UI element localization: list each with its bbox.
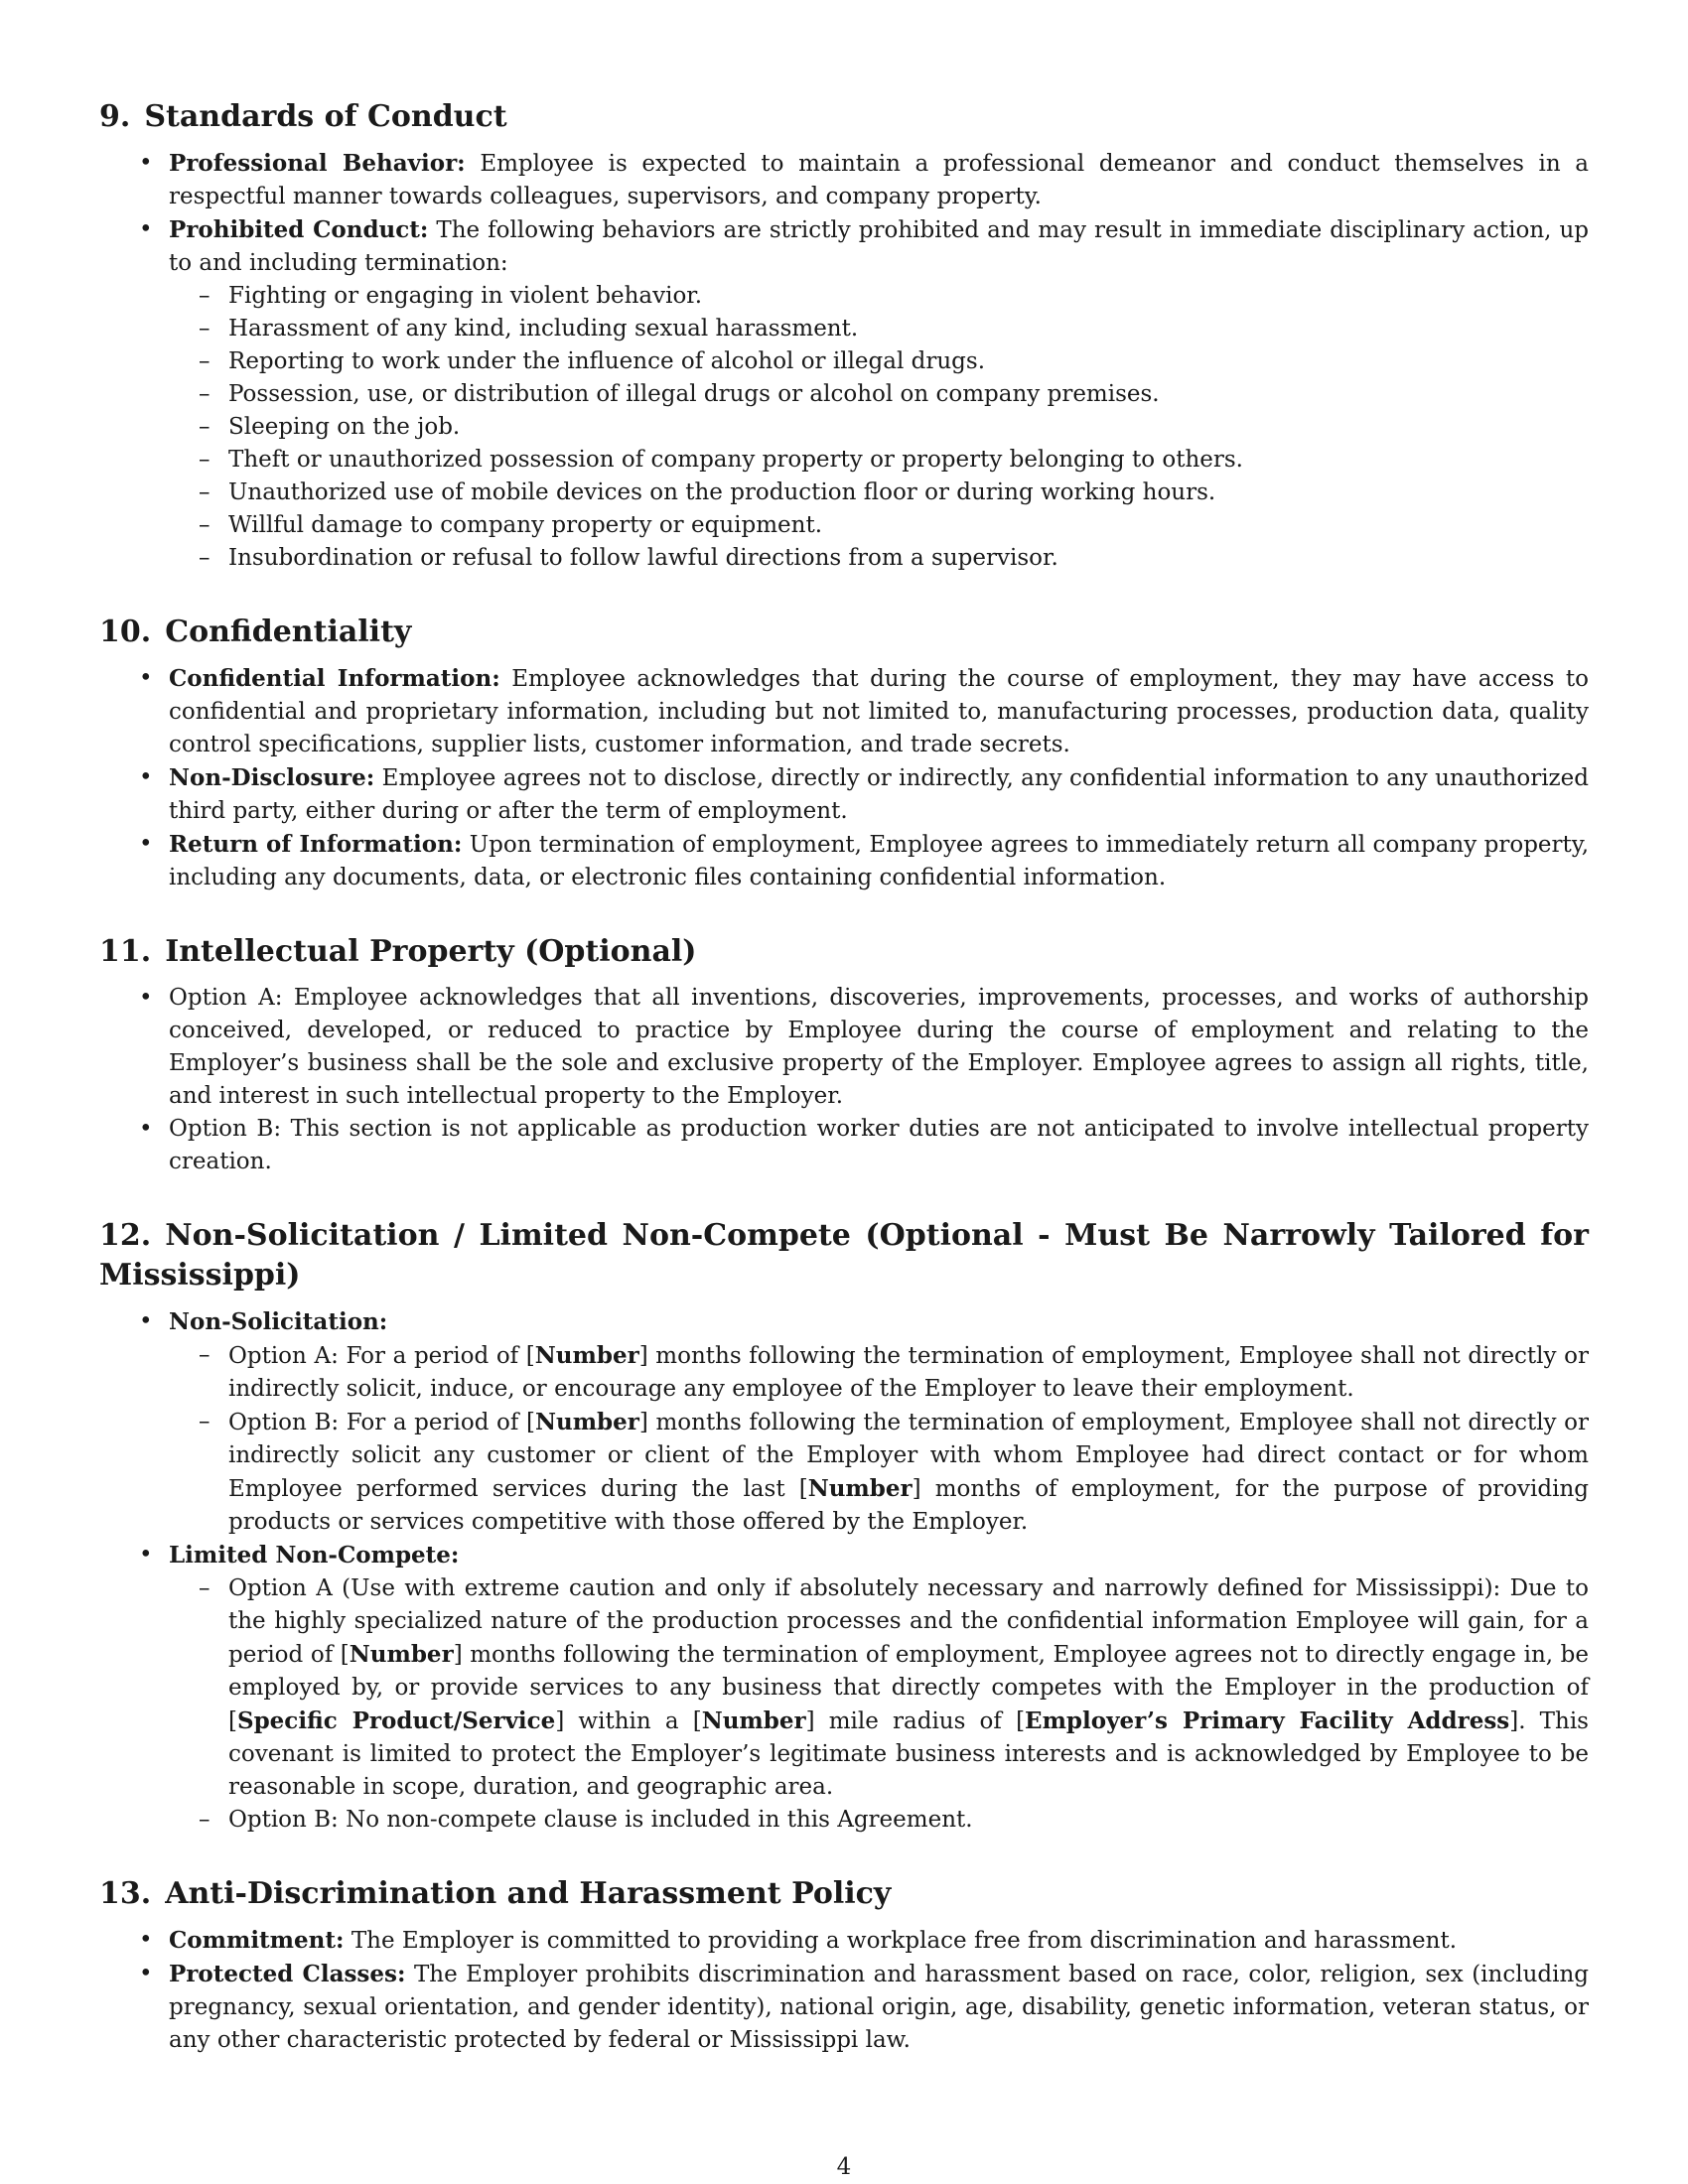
item-label: Return of Information:	[169, 831, 463, 858]
text-run: ] months following the termination of employment, Employee shall not directly or indirectly solicit any customer or client of the Employer with whom Employee had direct contact or for whom Employee performed services during the last [	[228, 1410, 1589, 1502]
item-label: Commitment:	[169, 1927, 345, 1954]
placeholder-field: Number	[534, 1342, 639, 1369]
list-item: • Option B: This section is not applicable as production worker duties are not anticipated to involve intellectual property creation.	[99, 1113, 1589, 1178]
item-label: Non-Disclosure:	[169, 764, 375, 791]
list-item	[99, 1539, 1589, 1837]
sub-list-item: – Fighting or engaging in violent behavior.	[169, 280, 1589, 313]
sub-list-item: – Possession, use, or distribution of illegal drugs or alcohol on company premises.	[169, 378, 1589, 411]
text-run: Option A: For a period of [	[228, 1343, 535, 1369]
item-text: Upon termination of employment, Employee agrees to immediately return all company property, including any documents, data, or electronic files containing confidential information.	[169, 832, 1590, 890]
sub-list-item: – Theft or unauthorized possession of company property or property belonging to others.	[169, 444, 1589, 477]
text-run: ] months following the termination of employment, Employee agrees not to directly engage in, be employed by, or provide services to any business that directly competes with the Employer in the production of [	[228, 1642, 1589, 1734]
sub-list-item: – Option B: No non-compete clause is included in this Agreement.	[169, 1804, 1589, 1837]
section-title: Non-Solicitation / Limited Non-Compete (Optional - Must Be Narrowly Tailored for Mississippi)	[99, 1218, 1589, 1293]
item-label: Professional Behavior:	[169, 150, 466, 177]
sub-list-item: – Sleeping on the job.	[169, 411, 1589, 444]
bullet-list	[99, 147, 1589, 575]
section-number: 9.	[99, 99, 131, 134]
bullet-list	[99, 982, 1589, 1178]
sub-list	[169, 1572, 1589, 1837]
placeholder-field: Number	[807, 1475, 913, 1502]
text-run: Option A (Use with extreme caution and only if absolutely necessary and narrowly defined for Mississippi): Due to the highly specialized nature of the production processes and the confidential information Employee will gain, for a period of [	[228, 1575, 1589, 1668]
text-run: ] months of employment, for the purpose of providing products or services competitive with those offered by the Employer.	[228, 1476, 1589, 1535]
text-run: ]. This covenant is limited to protect the Employer’s legitimate business interests and is acknowledged by Employee to be reasonable in scope, duration, and geographic area.	[228, 1708, 1589, 1800]
page-number: 4	[836, 2154, 852, 2180]
section-heading	[99, 1874, 1589, 1914]
section-title: Intellectual Property (Optional)	[165, 934, 697, 969]
item-text: Employee is expected to maintain a professional demeanor and conduct themselves in a respectful manner towards colleagues, supervisors, and company property.	[169, 151, 1590, 209]
item-label: Confidential Information:	[169, 665, 500, 692]
item-text: The following behaviors are strictly prohibited and may result in immediate disciplinary action, up to and including termination:	[169, 217, 1589, 276]
document-page	[99, 97, 1589, 2057]
section-heading	[99, 97, 1589, 137]
list-item	[99, 147, 1589, 213]
sub-list-item: – Reporting to work under the influence of alcohol or illegal drugs.	[169, 345, 1589, 378]
bullet-list	[99, 662, 1589, 894]
sub-list-item: – Willful damage to company property or equipment.	[169, 509, 1589, 542]
bullet-list	[99, 1305, 1589, 1837]
item-label: Non-Solicitation:	[169, 1308, 388, 1335]
sub-list-item	[169, 1572, 1589, 1804]
item-label: Limited Non-Compete:	[169, 1542, 460, 1569]
list-item	[99, 213, 1589, 575]
list-item	[99, 1924, 1589, 1958]
list-item	[99, 1305, 1589, 1539]
text-run: Option B: For a period of [	[228, 1410, 535, 1435]
section-title: Standards of Conduct	[144, 99, 507, 134]
list-item: • Option A: Employee acknowledges that all inventions, discoveries, improvements, processes, and works of authorship conceived, developed, or reduced to practice by Employee during the course of employment and relating to the Employer’s business shall be the sole and exclusive property of the Employer. Employee agrees to assign all rights, title, and interest in such intellectual property to the Employer.	[99, 982, 1589, 1113]
placeholder-field: Employer’s Primary Facility Address	[1025, 1707, 1510, 1734]
placeholder-field: Number	[534, 1409, 639, 1435]
section-heading	[99, 1216, 1589, 1296]
placeholder-field: Number	[349, 1641, 454, 1668]
section-number: 13.	[99, 1876, 152, 1911]
sub-list-item: – Harassment of any kind, including sexual harassment.	[169, 313, 1589, 345]
list-item	[99, 662, 1589, 761]
sub-list-item: – Insubordination or refusal to follow lawful directions from a supervisor.	[169, 542, 1589, 575]
item-text: The Employer prohibits discrimination and harassment based on race, color, religion, sex (including pregnancy, sexual orientation, and gender identity), national origin, age, disability, genetic information, veteran status, or any other characteristic protected by federal or Mississippi law.	[169, 1962, 1590, 2053]
section-heading	[99, 613, 1589, 652]
section-heading	[99, 932, 1589, 972]
sub-list	[169, 1339, 1589, 1539]
item-text: Employee acknowledges that during the course of employment, they may have access to confidential and proprietary information, including but not limited to, manufacturing processes, production data, quality control specifications, supplier lists, customer information, and trade secrets.	[169, 666, 1590, 757]
sub-list-item: – Unauthorized use of mobile devices on the production floor or during working hours.	[169, 477, 1589, 509]
placeholder-field: Specific Product/Service	[236, 1707, 556, 1734]
section-number: 11.	[99, 934, 152, 969]
text-run: ] mile radius of [	[805, 1708, 1026, 1734]
section-title: Confidentiality	[165, 614, 412, 649]
bullet-list	[99, 1924, 1589, 2057]
section-number: 10.	[99, 614, 152, 649]
list-item	[99, 828, 1589, 894]
item-label: Protected Classes:	[169, 1961, 406, 1987]
item-label: Prohibited Conduct:	[169, 216, 429, 243]
sub-list-item	[169, 1339, 1589, 1406]
list-item	[99, 761, 1589, 828]
placeholder-field: Number	[701, 1707, 806, 1734]
sub-list-item	[169, 1406, 1589, 1539]
text-run: ] months following the termination of employment, Employee shall not directly or indirectly solicit, induce, or encourage any employee of the Employer to leave their employment.	[228, 1343, 1589, 1402]
text-run: ] within a [	[555, 1708, 702, 1734]
item-text: Employee agrees not to disclose, directly or indirectly, any confidential information to any unauthorized third party, either during or after the term of employment.	[169, 765, 1590, 824]
list-item	[99, 1958, 1589, 2057]
item-text: The Employer is committed to providing a workplace free from discrimination and harassment.	[351, 1928, 1458, 1954]
section-title: Anti-Discrimination and Harassment Policy	[165, 1876, 892, 1911]
section-number: 12.	[99, 1218, 152, 1253]
sub-list	[169, 280, 1589, 575]
